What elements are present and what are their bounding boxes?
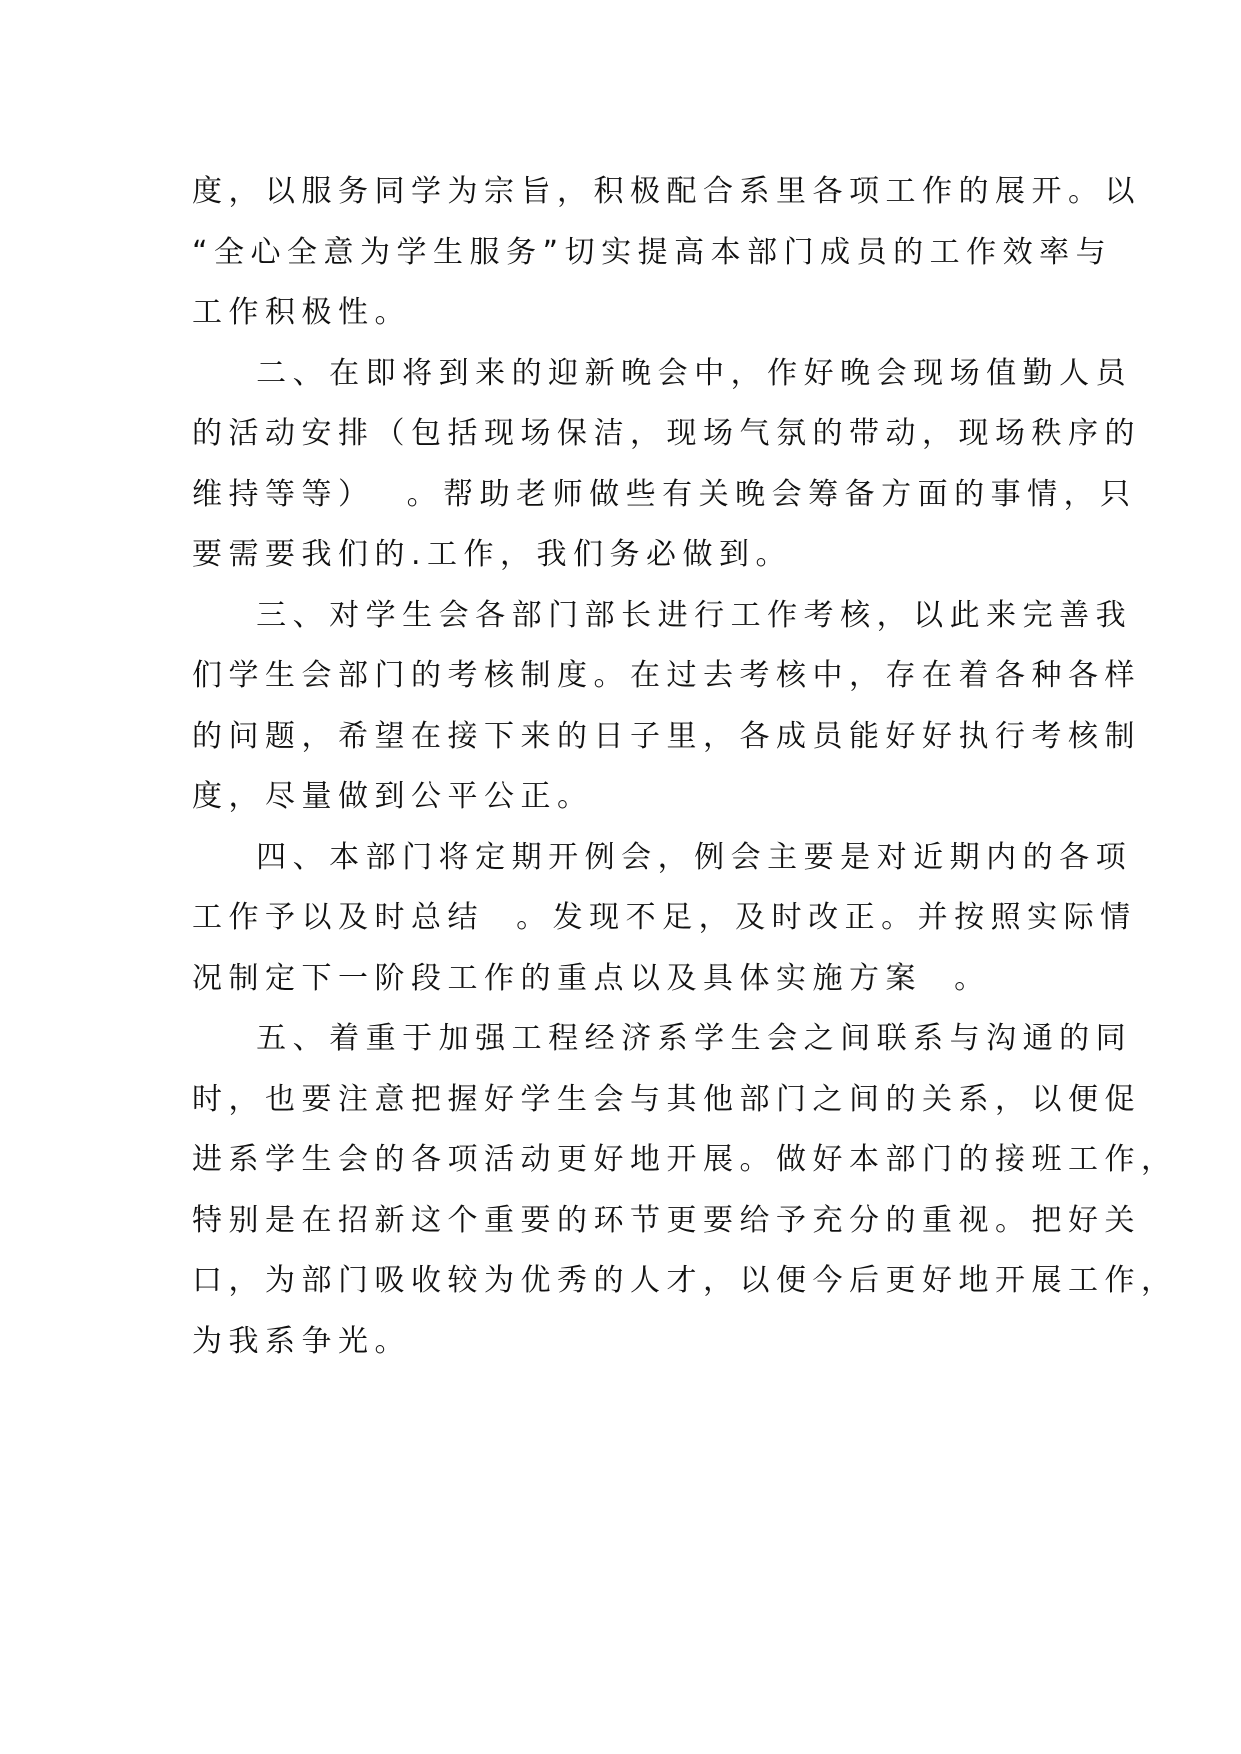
paragraph-4 <box>192 828 1137 1010</box>
text-line: 况制定下一阶段工作的重点以及具体实施方案 。 <box>192 960 991 996</box>
text-line: 时，也要注意把握好学生会与其他部门之间的关系，以便促 <box>192 1081 1141 1117</box>
text-line: 四、本部门将定期开例会，例会主要是对近期内的各项 <box>192 839 1133 875</box>
text-line: 为我系争光。 <box>192 1323 411 1359</box>
text-line: 的问题，希望在接下来的日子里，各成员能好好执行考核制 <box>192 718 1141 754</box>
text-line: 度，尽量做到公平公正。 <box>192 779 594 814</box>
text-line: 五、着重于加强工程经济系学生会之间联系与沟通的同 <box>192 1021 1133 1056</box>
text-line: 要需要我们的.工作，我们务必做到。 <box>192 537 793 572</box>
paragraph-1 <box>192 162 1141 344</box>
paragraph-2 <box>192 344 1141 586</box>
text-line: 维持等等） 。帮助老师做些有关晚会筹备方面的事情，只 <box>192 476 1137 512</box>
text-line: 的活动安排（包括现场保洁，现场气氛的带动，现场秩序的 <box>192 416 1141 451</box>
paragraph-5 <box>192 1009 1178 1372</box>
text-line: 特别是在招新这个重要的环节更要给予充分的重视。把好关 <box>192 1202 1141 1238</box>
text-line: “全心全意为学生服务”切实提高本部门成员的工作效率与 <box>192 234 1113 270</box>
text-line: 们学生会部门的考核制度。在过去考核中，存在着各种各样 <box>192 658 1141 693</box>
text-line: 口，为部门吸收较为优秀的人才，以便今后更好地开展工作， <box>192 1263 1178 1298</box>
text-line: 进系学生会的各项活动更好地开展。做好本部门的接班工作， <box>192 1142 1178 1177</box>
text-line: 度，以服务同学为宗旨，积极配合系里各项工作的展开。以 <box>192 174 1141 209</box>
document-body <box>192 162 1178 1372</box>
text-line: 二、在即将到来的迎新晚会中，作好晚会现场值勤人员 <box>192 355 1133 391</box>
paragraph-3 <box>192 586 1141 828</box>
text-line: 工作予以及时总结 。发现不足，及时改正。并按照实际情 <box>192 900 1137 935</box>
text-line: 三、对学生会各部门部长进行工作考核，以此来完善我 <box>192 597 1133 633</box>
text-line: 工作积极性。 <box>192 295 411 330</box>
